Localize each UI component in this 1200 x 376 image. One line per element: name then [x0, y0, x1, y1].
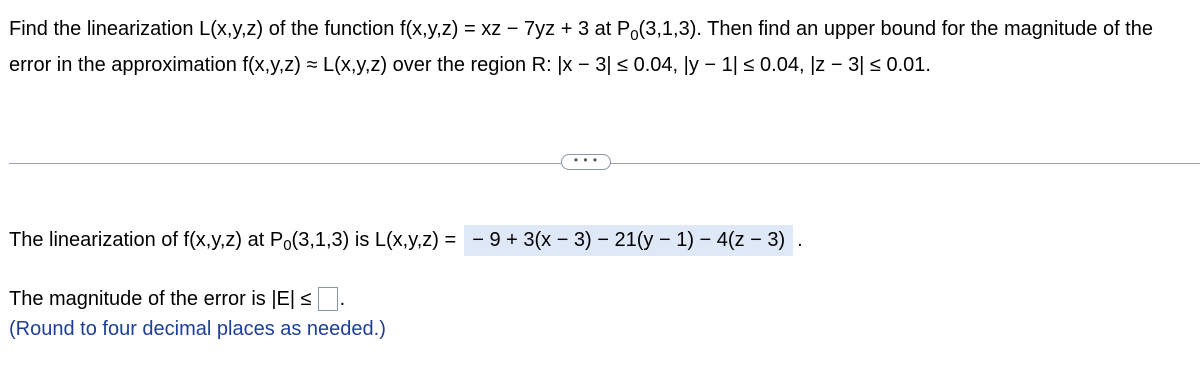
show-more-button[interactable] — [561, 154, 611, 170]
linearization-line — [9, 222, 803, 258]
question-text — [9, 12, 1189, 83]
question-subscript: 0 — [630, 27, 639, 44]
ellipsis-icon: • • • — [573, 153, 599, 167]
question-part2: (3,1,3). Then find an upper bound for the magnitude of the error in the approximation f(x,y,z) ≈ L(x,y,z) over the region R: |x − 3| ≤ 0.04, |y − 1| ≤ 0.04, |z − 3| ≤ 0.01. — [9, 18, 1153, 76]
linearization-subscript: 0 — [283, 236, 292, 254]
error-bound-input[interactable] — [318, 287, 338, 311]
rounding-note: (Round to four decimal places as needed.) — [9, 318, 386, 340]
error-prefix: The magnitude of the error is |E| ≤ — [9, 287, 312, 310]
linearization-suffix: (3,1,3) is L(x,y,z) = — [291, 228, 457, 251]
error-line — [9, 284, 345, 314]
linearization-answer: − 9 + 3(x − 3) − 21(y − 1) − 4(z − 3) — [464, 225, 793, 256]
error-end: . — [339, 287, 346, 310]
linearization-prefix: The linearization of f(x,y,z) at P — [9, 228, 284, 251]
linearization-end: . — [797, 228, 803, 251]
question-part1: Find the linearization L(x,y,z) of the function f(x,y,z) = xz − 7yz + 3 at P — [9, 18, 631, 40]
